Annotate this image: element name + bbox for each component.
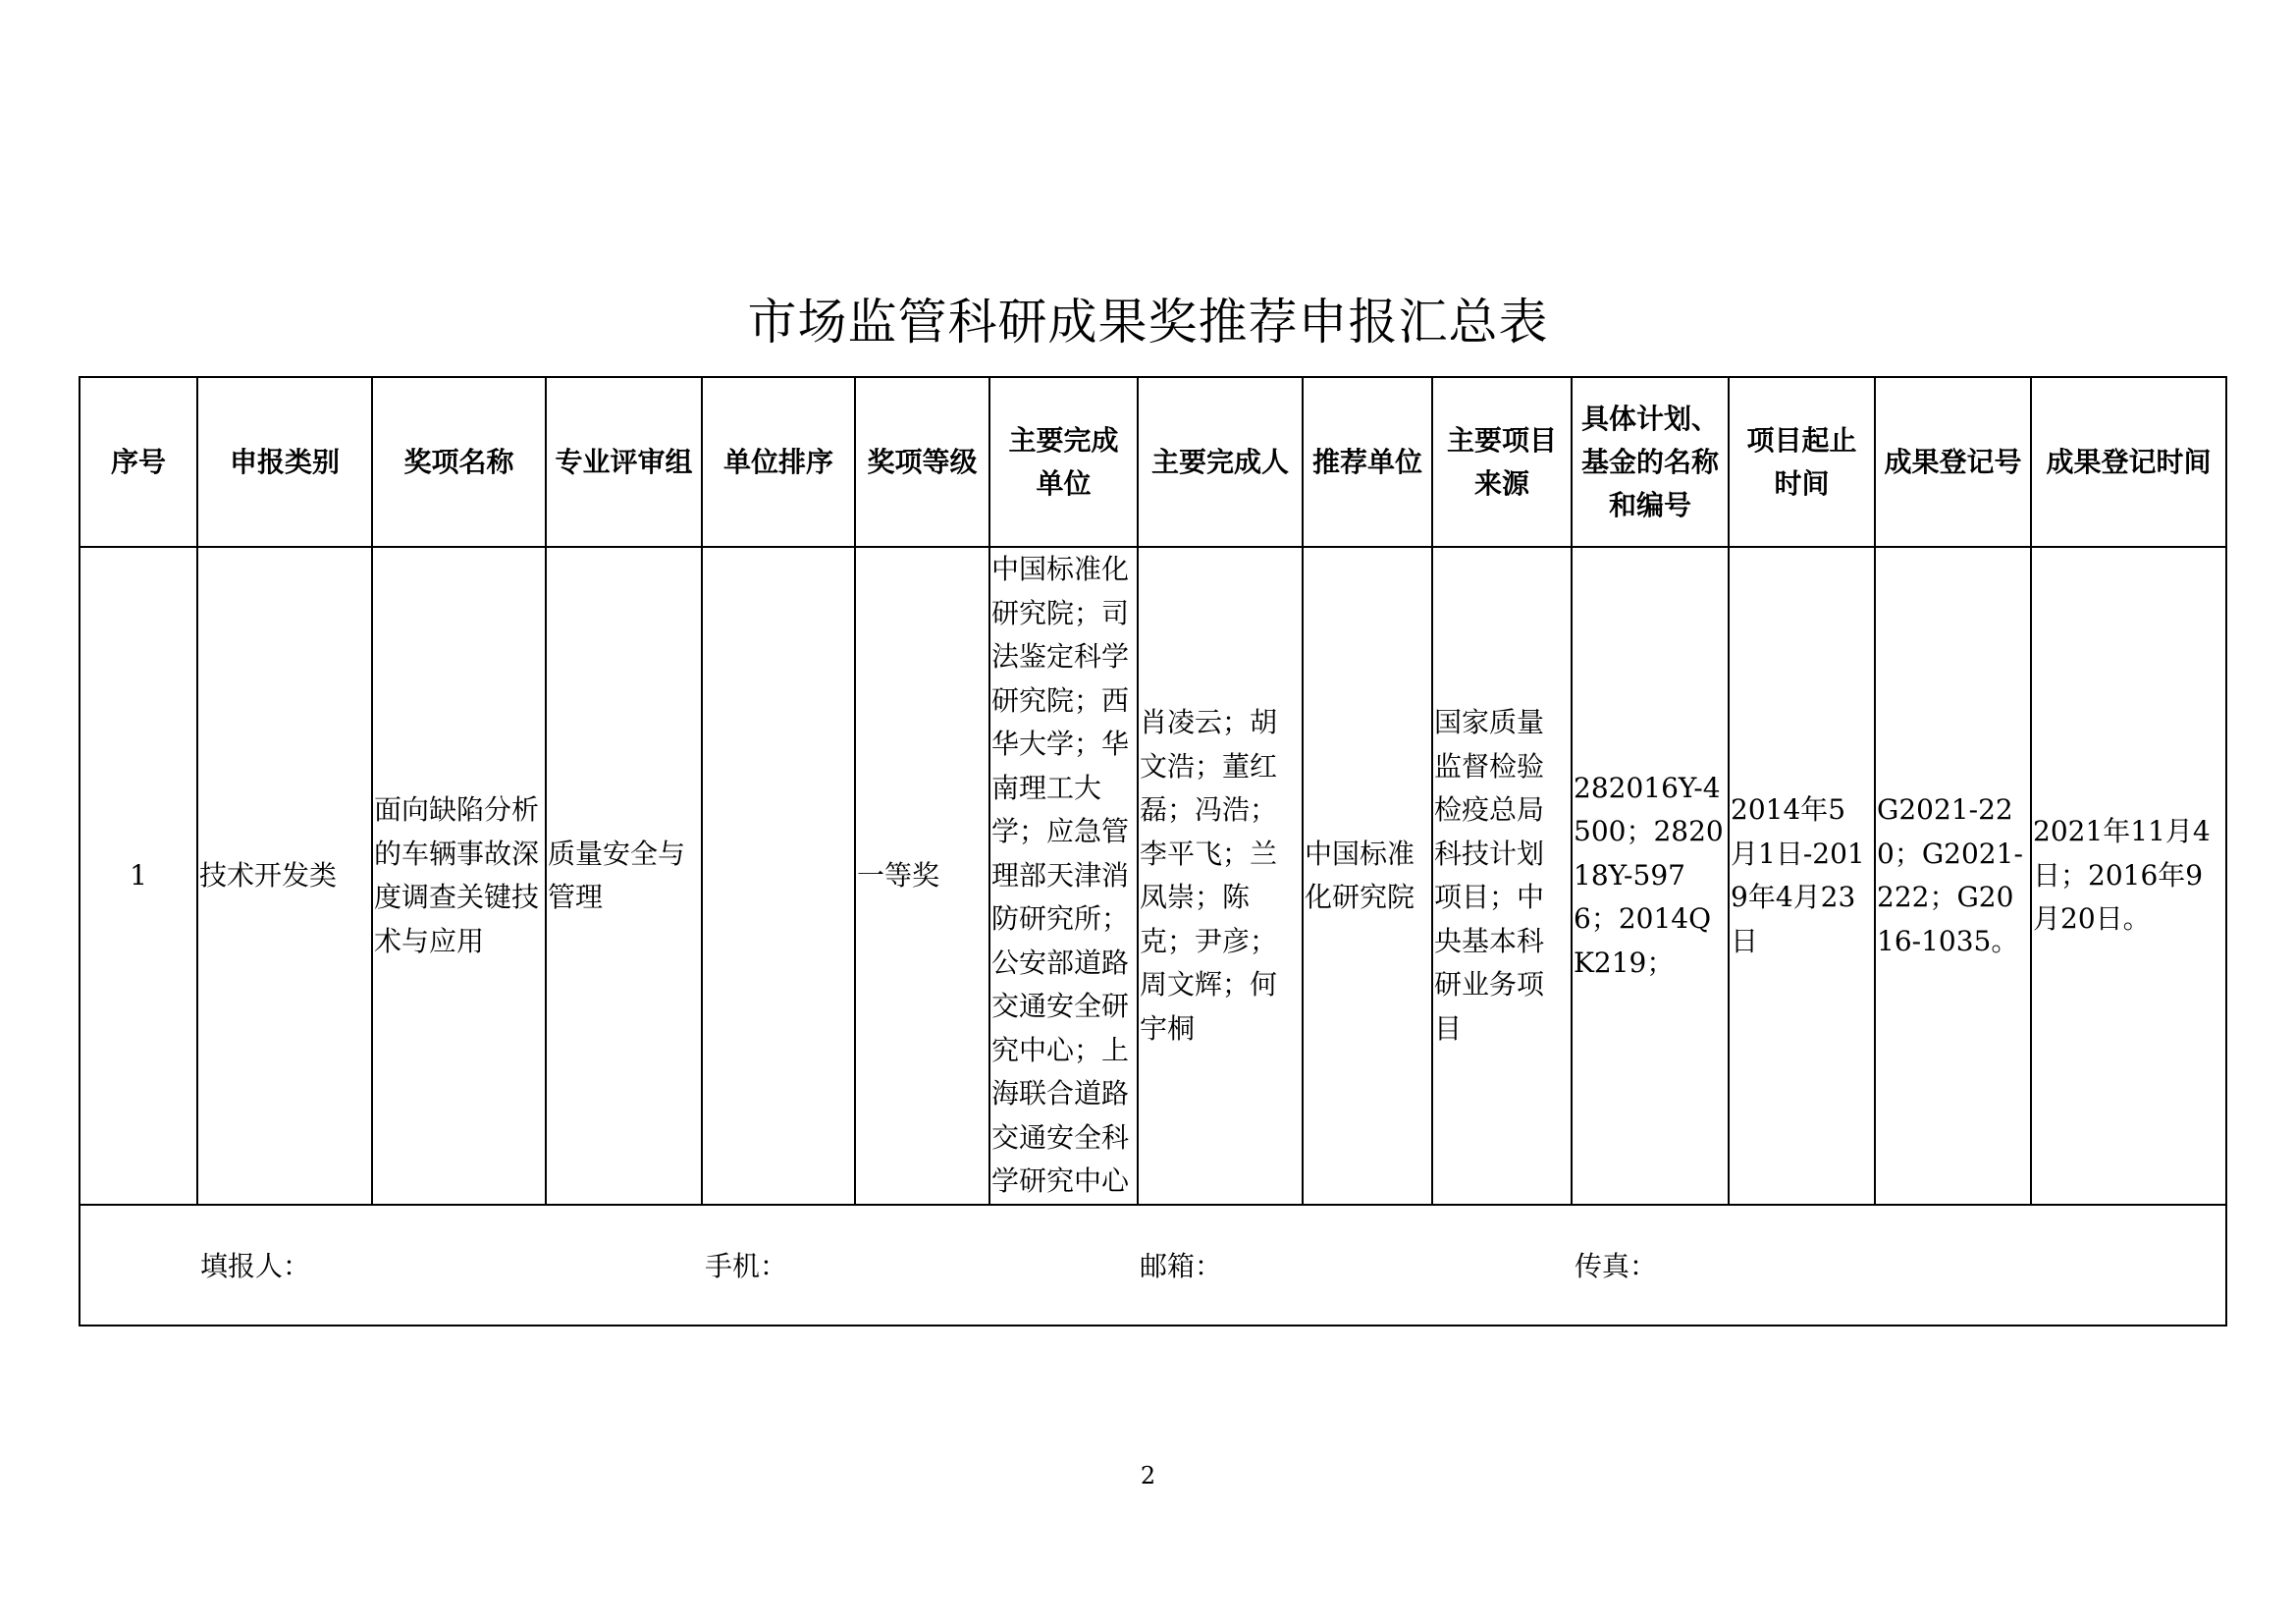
table-header-row — [80, 377, 2226, 547]
filler-label: 填报人： — [200, 1250, 311, 1282]
footer-row — [80, 1205, 2226, 1326]
header-plan-fund: 具体计划、 基金的名称 和编号 — [1572, 377, 1729, 547]
cell-unit-order — [702, 547, 855, 1205]
page-number: 2 — [1140, 1462, 1156, 1489]
cell-period: 2014年5月1日-2019年4月23日 — [1729, 547, 1875, 1205]
header-review-group: 专业评审组 — [546, 377, 702, 547]
header-award-level: 奖项等级 — [855, 377, 989, 547]
cell-main-units: 中国标准化研究院；司法鉴定科学研究院；西华大学；华南理工大学；应急管理部天津消防研究所；公安部道路交通安全研究中心；上海联合道路交通安全科学研究中心 — [989, 547, 1138, 1205]
cell-project-source: 国家质量监督检验检疫总局科技计划项目；中央基本科研业务项目 — [1432, 547, 1572, 1205]
cell-plan-fund: 282016Y-4500；282018Y-5976；2014QK219； — [1572, 547, 1729, 1205]
cell-category: 技术开发类 — [197, 547, 372, 1205]
phone-label: 手机： — [705, 1250, 788, 1282]
header-award-name: 奖项名称 — [372, 377, 546, 547]
table-row — [80, 547, 2226, 1205]
cell-reg-no: G2021-220；G2021-222；G2016-1035。 — [1875, 547, 2031, 1205]
cell-index: 1 — [80, 547, 197, 1205]
fax-label: 传真： — [1575, 1250, 1658, 1282]
page-title: 市场监管科研成果奖推荐申报汇总表 — [747, 294, 1549, 351]
cell-recommender: 中国标准化研究院 — [1303, 547, 1432, 1205]
header-main-units: 主要完成 单位 — [989, 377, 1138, 547]
header-category: 申报类别 — [197, 377, 372, 547]
cell-review-group: 质量安全与管理 — [546, 547, 702, 1205]
header-index: 序号 — [80, 377, 197, 547]
cell-reg-time: 2021年11月4日；2016年9月20日。 — [2031, 547, 2226, 1205]
header-reg-no: 成果登记号 — [1875, 377, 2031, 547]
cell-main-persons: 肖凌云；胡文浩；董红磊；冯浩；李平飞；兰凤崇；陈克；尹彦；周文辉；何宇桐 — [1138, 547, 1303, 1205]
header-project-source: 主要项目 来源 — [1432, 377, 1572, 547]
cell-award-name: 面向缺陷分析的车辆事故深度调查关键技术与应用 — [372, 547, 546, 1205]
header-main-persons: 主要完成人 — [1138, 377, 1303, 547]
cell-award-level: 一等奖 — [855, 547, 989, 1205]
header-recommender: 推荐单位 — [1303, 377, 1432, 547]
email-label: 邮箱： — [1140, 1250, 1223, 1282]
header-unit-order: 单位排序 — [702, 377, 855, 547]
header-reg-time: 成果登记时间 — [2031, 377, 2226, 547]
summary-table — [79, 376, 2227, 1326]
footer-cell — [80, 1205, 2226, 1326]
header-period: 项目起止 时间 — [1729, 377, 1875, 547]
